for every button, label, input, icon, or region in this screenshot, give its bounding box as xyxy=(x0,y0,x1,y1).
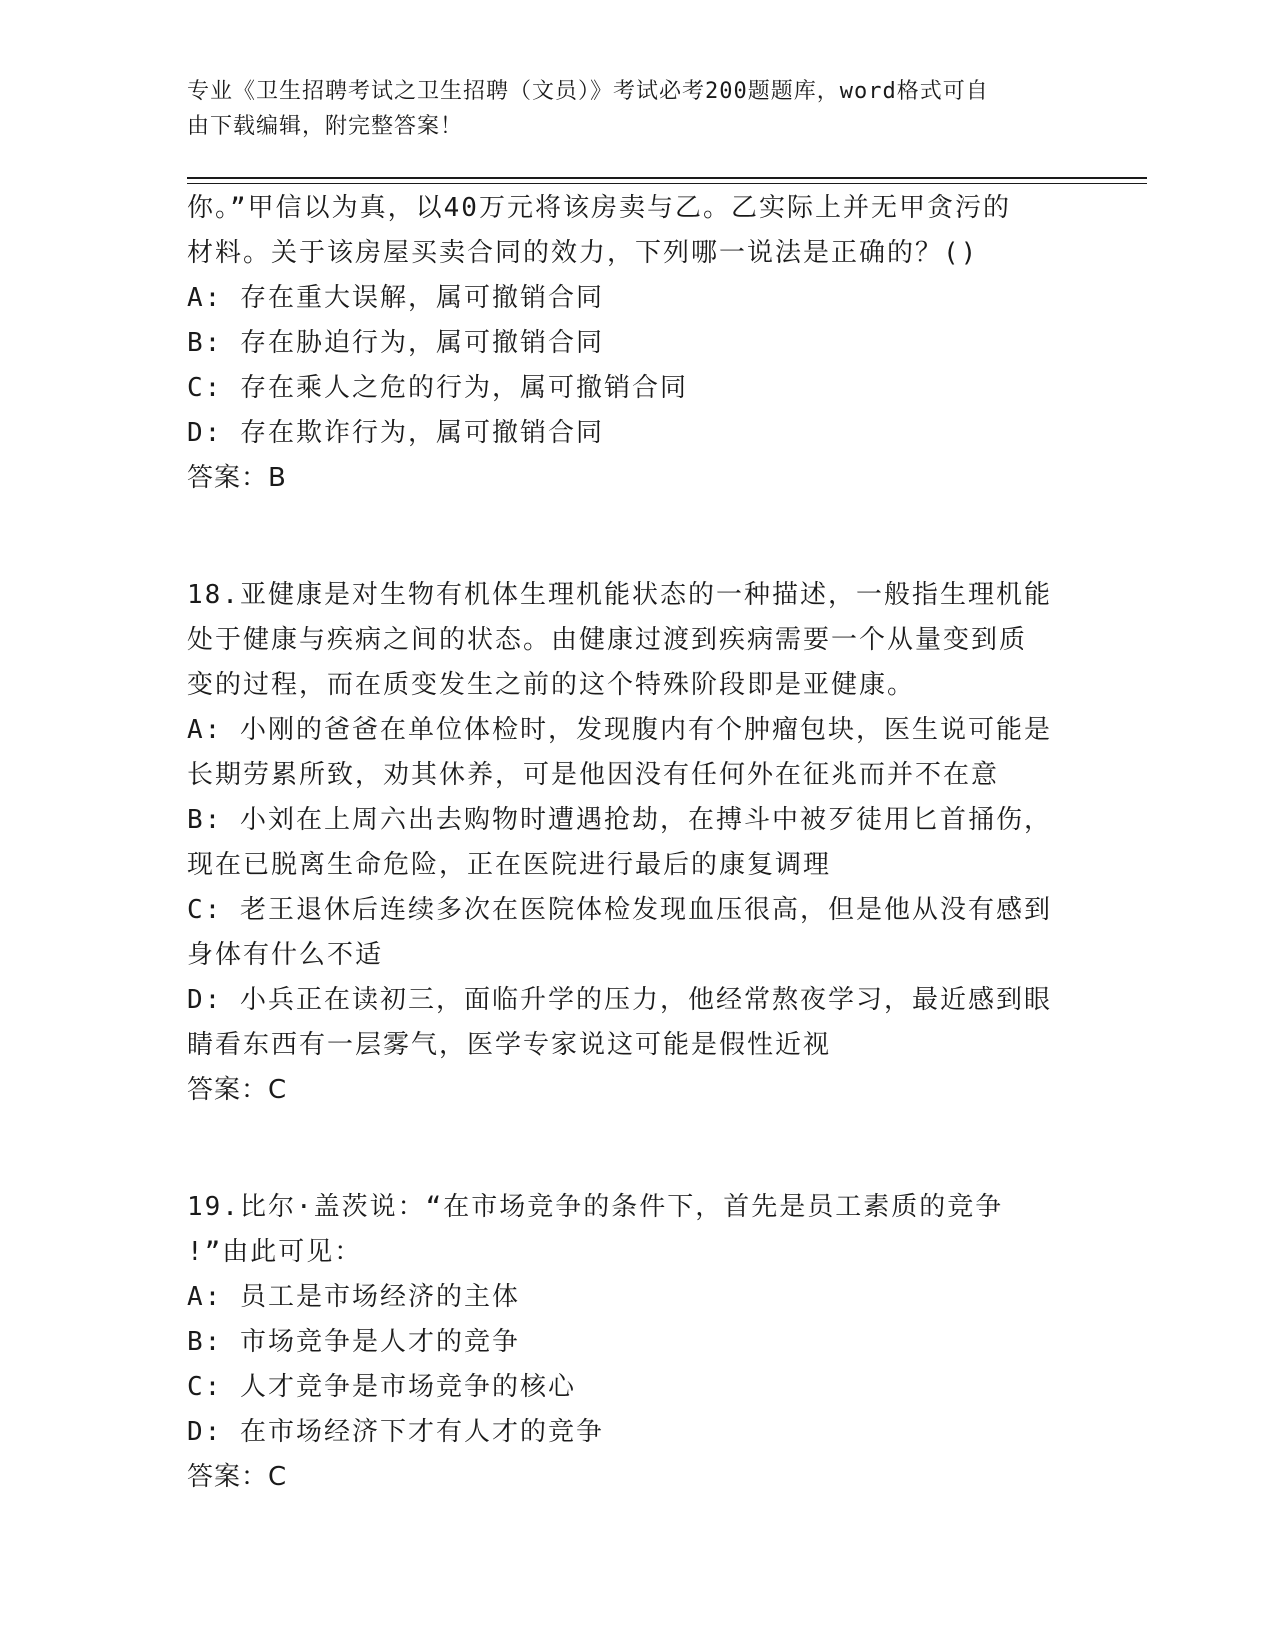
question-stem-line: 处于健康与疾病之间的状态。由健康过渡到疾病需要一个从量变到质 xyxy=(187,625,1028,655)
option-b: B: 市场竞争是人才的竞争 xyxy=(187,1327,520,1357)
answer-line: 答案：C xyxy=(187,1075,288,1105)
question-stem-line: 19.比尔·盖茨说：“在市场竞争的条件下，首先是员工素质的竞争 xyxy=(187,1192,1004,1222)
question-17 xyxy=(187,186,1067,501)
document-body xyxy=(187,186,1067,1500)
option-b: B: 存在胁迫行为，属可撤销合同 xyxy=(187,328,604,358)
question-19 xyxy=(187,1185,1067,1500)
question-stem-line: 变的过程，而在质变发生之前的这个特殊阶段即是亚健康。 xyxy=(187,670,916,700)
question-spacer xyxy=(187,501,1067,573)
question-stem-line: 材料。关于该房屋买卖合同的效力，下列哪一说法是正确的？() xyxy=(187,238,979,268)
option-a: A: 存在重大误解，属可撤销合同 xyxy=(187,283,604,313)
option-b: B: 小刘在上周六出去购物时遭遇抢劫，在搏斗中被歹徒用匕首捅伤， xyxy=(187,805,1052,835)
question-stem-line: 18.亚健康是对生物有机体生理机能状态的一种描述，一般指生理机能 xyxy=(187,580,1052,610)
document-header xyxy=(187,74,1067,144)
question-stem-line: !”由此可见： xyxy=(187,1237,363,1267)
answer-line: 答案：C xyxy=(187,1462,288,1492)
option-b-continued: 现在已脱离生命危险，正在医院进行最后的康复调理 xyxy=(187,850,832,880)
question-spacer xyxy=(187,1113,1067,1185)
option-d-continued: 睛看东西有一层雾气，医学专家说这可能是假性近视 xyxy=(187,1030,832,1060)
option-a: A: 小刚的爸爸在单位体检时，发现腹内有个肿瘤包块，医生说可能是 xyxy=(187,715,1052,745)
option-d: D: 小兵正在读初三，面临升学的压力，他经常熬夜学习，最近感到眼 xyxy=(187,985,1052,1015)
option-a: A: 员工是市场经济的主体 xyxy=(187,1282,520,1312)
header-divider-thin xyxy=(187,183,1147,184)
option-d: D: 存在欺诈行为，属可撤销合同 xyxy=(187,418,604,448)
question-stem-line: 你。”甲信以为真，以40万元将该房卖与乙。乙实际上并无甲贪污的 xyxy=(187,193,1011,223)
option-a-continued: 长期劳累所致，劝其休养，可是他因没有任何外在征兆而并不在意 xyxy=(187,760,1000,790)
option-d: D: 在市场经济下才有人才的竞争 xyxy=(187,1417,604,1447)
answer-line: 答案：B xyxy=(187,463,287,493)
option-c-continued: 身体有什么不适 xyxy=(187,940,384,970)
option-c: C: 人才竞争是市场竞争的核心 xyxy=(187,1372,576,1402)
header-divider-thick xyxy=(187,177,1147,179)
header-line-1: 专业《卫生招聘考试之卫生招聘（文员）》考试必考200题题库，word格式可自 xyxy=(187,79,989,104)
option-c: C: 存在乘人之危的行为，属可撤销合同 xyxy=(187,373,688,403)
option-c: C: 老王退休后连续多次在医院体检发现血压很高，但是他从没有感到 xyxy=(187,895,1052,925)
question-18 xyxy=(187,573,1067,1113)
header-line-2: 由下载编辑，附完整答案！ xyxy=(187,114,464,139)
